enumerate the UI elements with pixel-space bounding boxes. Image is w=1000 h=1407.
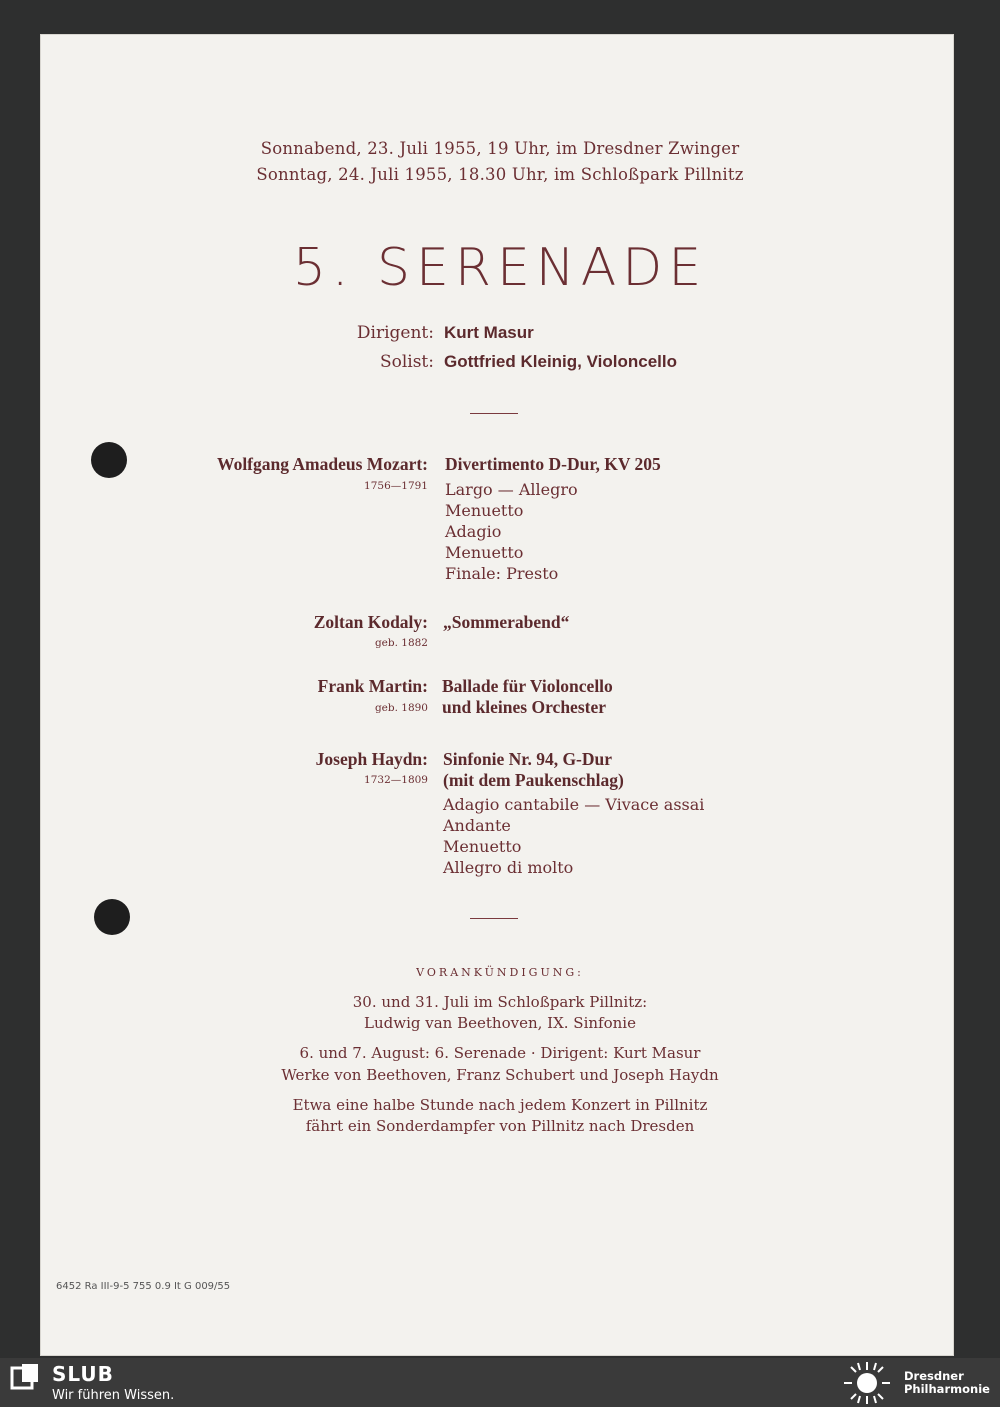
movement: Finale: Presto [445, 564, 559, 583]
punch-hole [91, 442, 127, 478]
soloist-label: Solist: [379, 352, 434, 372]
composer-years: 1756—1791 [364, 480, 428, 492]
philharmonie-name-line-1: Dresdner [904, 1369, 964, 1383]
work-title: und kleines Orchester [442, 697, 606, 717]
announcement-line: Etwa eine halbe Stunde nach jedem Konzert in Pillnitz [292, 1096, 708, 1114]
movement: Allegro di molto [443, 858, 574, 877]
divider [470, 413, 518, 414]
movement: Adagio [445, 522, 502, 541]
date-line-1: Sonnabend, 23. Juli 1955, 19 Uhr, im Dresdner Zwinger [260, 139, 740, 158]
movement: Largo — Allegro [445, 480, 578, 499]
movement: Adagio cantabile — Vivace assai [443, 795, 705, 814]
composer-years: 1732—1809 [364, 774, 428, 786]
composer-name: Joseph Haydn: [315, 749, 428, 769]
conductor-row [0, 323, 1000, 347]
announcement-line: Ludwig van Beethoven, IX. Sinfonie [364, 1014, 636, 1032]
composer-name: Frank Martin: [317, 676, 428, 696]
composer-years: geb. 1890 [374, 702, 428, 714]
composer-name: Zoltan Kodaly: [313, 612, 428, 632]
work-title: (mit dem Paukenschlag) [443, 770, 624, 790]
conductor-name: Kurt Masur [444, 323, 534, 342]
work-title: Ballade für Violoncello [442, 676, 613, 696]
composer-years: geb. 1882 [374, 637, 428, 649]
slub-tagline: Wir führen Wissen. [52, 1388, 175, 1403]
work-title: Sinfonie Nr. 94, G-Dur [443, 749, 613, 769]
movement: Menuetto [445, 501, 524, 520]
slub-logo-name: SLUB [52, 1362, 114, 1386]
soloist-name: Gottfried Kleinig, Violoncello [444, 352, 677, 371]
print-code: 6452 Ra III-9-5 755 0.9 It G 009/55 [56, 1281, 231, 1292]
announcement-heading: VORANKÜNDIGUNG: [416, 966, 584, 979]
footer-bar [0, 1358, 1000, 1407]
announcement-line: 6. und 7. August: 6. Serenade · Dirigent: Kurt Masur [299, 1044, 701, 1062]
work-title: „Sommerabend“ [443, 612, 570, 632]
philharmonie-name-line-2: Philharmonie [904, 1382, 990, 1396]
movement: Menuetto [443, 837, 522, 856]
announcement-line: 30. und 31. Juli im Schloßpark Pillnitz: [352, 993, 648, 1011]
philharmonie-logo-icon [840, 1360, 894, 1406]
punch-hole [94, 899, 130, 935]
divider [470, 918, 518, 919]
composer-name: Wolfgang Amadeus Mozart: [217, 454, 428, 474]
slub-logo-icon [10, 1364, 40, 1392]
announcement-line: Werke von Beethoven, Franz Schubert und Joseph Haydn [281, 1066, 719, 1084]
page-title: 5. SERENADE [292, 238, 708, 298]
philharmonie-name [904, 1370, 990, 1396]
work-title: Divertimento D-Dur, KV 205 [445, 454, 661, 474]
soloist-row [0, 352, 1000, 376]
movement: Andante [443, 816, 511, 835]
movement: Menuetto [445, 543, 524, 562]
announcement-line: fährt ein Sonderdampfer von Pillnitz nach Dresden [305, 1117, 695, 1135]
date-line-2: Sonntag, 24. Juli 1955, 18.30 Uhr, im Schloßpark Pillnitz [256, 165, 744, 184]
conductor-label: Dirigent: [356, 323, 434, 343]
